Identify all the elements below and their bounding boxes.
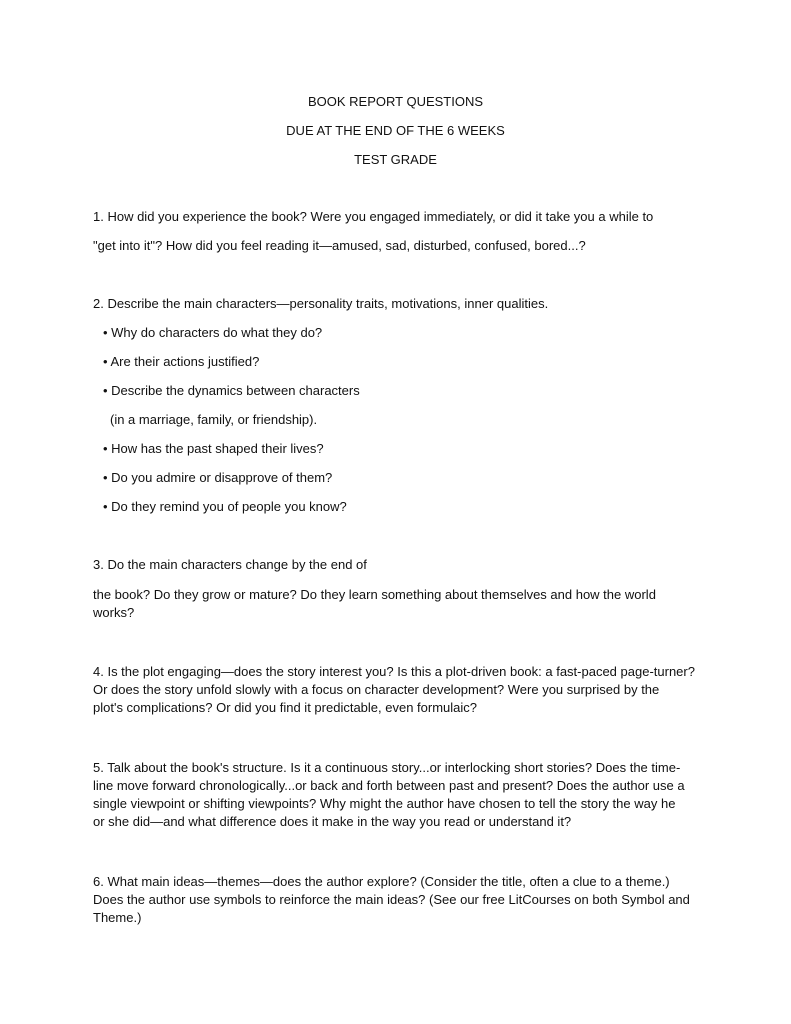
question-4-line-1: 4. Is the plot engaging—does the story interest you? Is this a plot-driven book: a fast-paced page-turner? (93, 664, 695, 679)
question-5-line-2: line move forward chronologically...or back and forth between past and present? Does the author use a (93, 778, 685, 793)
question-2-bullet-4: • How has the past shaped their lives? (103, 441, 324, 456)
grade-line: TEST GRADE (354, 152, 437, 167)
question-2-bullet-3: • Describe the dynamics between characters (103, 383, 360, 398)
question-3-line-1: 3. Do the main characters change by the end of (93, 557, 367, 572)
question-2-bullet-3-continued: (in a marriage, family, or friendship). (110, 412, 318, 427)
question-5-line-1: 5. Talk about the book's structure. Is it a continuous story...or interlocking short stories? Does the time- (93, 760, 681, 775)
question-5-line-3: single viewpoint or shifting viewpoints? Why might the author have chosen to tell the story the way he (93, 796, 676, 811)
question-1-line-1: 1. How did you experience the book? Were you engaged immediately, or did it take you a while to (93, 209, 654, 224)
due-date-line: DUE AT THE END OF THE 6 WEEKS (286, 123, 505, 138)
question-6-line-2: Does the author use symbols to reinforce the main ideas? (See our free LitCourses on both Symbol and (93, 892, 690, 907)
question-3-line-3: works? (93, 605, 135, 620)
question-2-bullet-6: • Do they remind you of people you know? (103, 499, 347, 514)
question-6-line-3: Theme.) (93, 910, 142, 925)
question-5-line-4: or she did—and what difference does it make in the way you read or understand it? (93, 814, 572, 829)
question-2-bullet-1: • Why do characters do what they do? (103, 325, 323, 340)
question-2-bullet-2: • Are their actions justified? (103, 354, 260, 369)
question-2-intro: 2. Describe the main characters—personality traits, motivations, inner qualities. (93, 296, 549, 311)
question-4-line-2: Or does the story unfold slowly with a focus on character development? Were you surprised by the (93, 682, 660, 697)
question-6-line-1: 6. What main ideas—themes—does the author explore? (Consider the title, often a clue to a theme.) (93, 874, 670, 889)
question-1-line-2: "get into it"? How did you feel reading it—amused, sad, disturbed, confused, bored...? (93, 238, 586, 253)
document-title: BOOK REPORT QUESTIONS (307, 94, 484, 109)
question-3-line-2: the book? Do they grow or mature? Do they learn something about themselves and how the world (93, 587, 656, 602)
question-2-bullet-5: • Do you admire or disapprove of them? (103, 470, 333, 485)
question-4-line-3: plot's complications? Or did you find it predictable, even formulaic? (93, 700, 478, 715)
